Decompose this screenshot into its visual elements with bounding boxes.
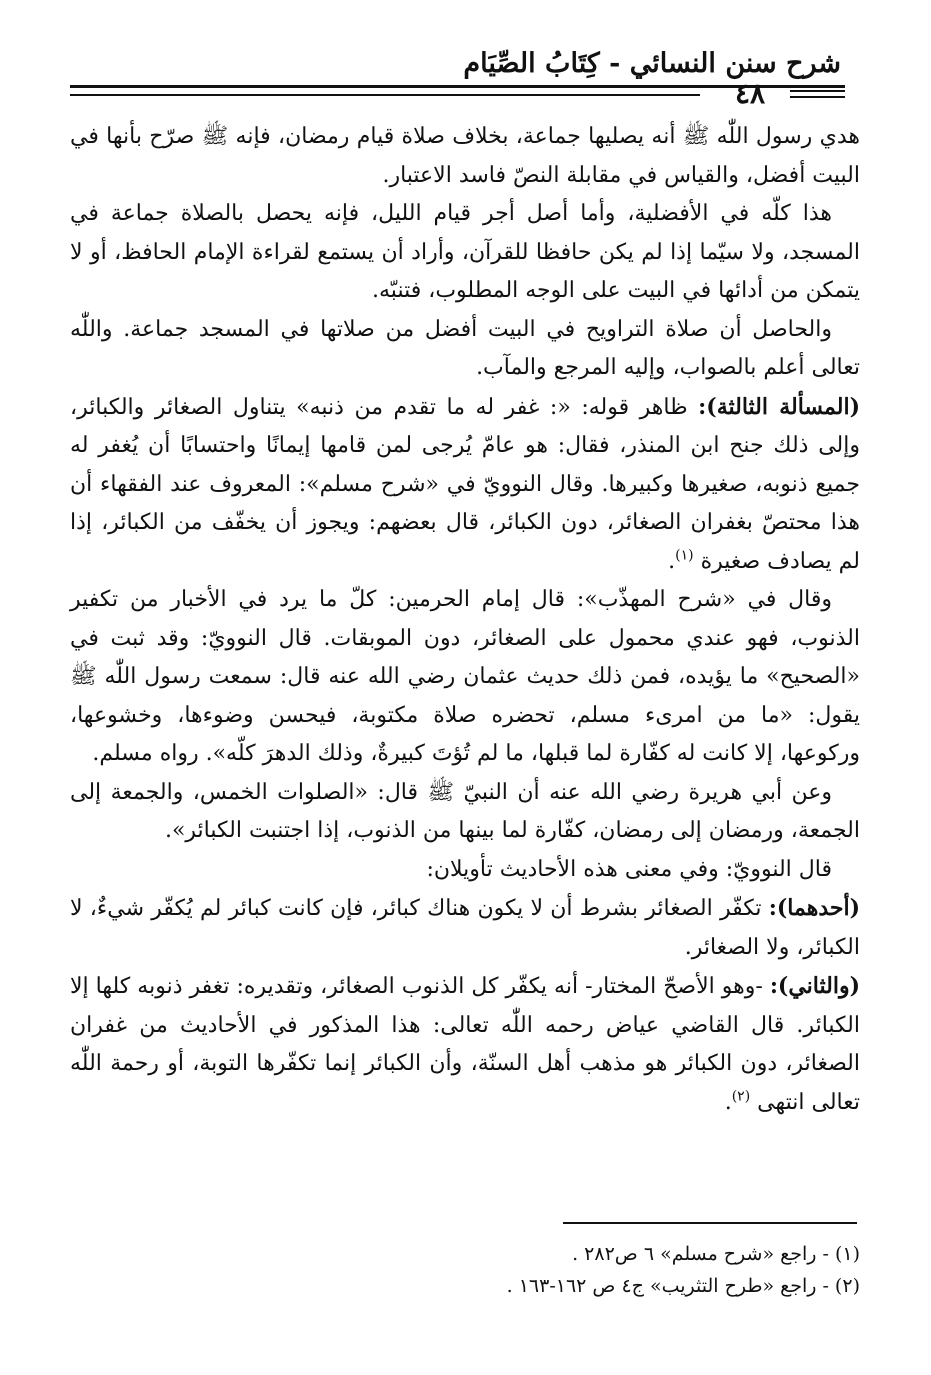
paragraph-4-end: . bbox=[668, 548, 676, 574]
paragraph-2: هذا كلّه في الأفضلية، وأما أصل أجر قيام الليل، فإنه يحصل بالصلاة جماعة في المسجد، ولا سيّما إذا لم يكن حافظا للقرآن، وأراد أن يستمع لقراءة الإمام الحافظ، أو لا يتمكن من أدائها في البيت على الوجه المطلوب، فتنبّه. bbox=[70, 201, 860, 303]
footnote-separator bbox=[563, 1222, 857, 1224]
page-number-rule-bottom bbox=[790, 96, 845, 98]
paragraph-5: وقال في «شرح المهذّب»: قال إمام الحرمين: كلّ ما يرد في الأخبار من تكفير الذنوب، فهو عندي محمول على الصغائر، دون الموبقات. قال النوويّ: وقد ثبت في «الصحيح» ما يؤيده، فمن ذلك حديث عثمان رضي الله عنه قال: سمعت رسول اللّٰه ﷺ يقول: «ما من امرىء مسلم، تحضره صلاة مكتوبة، فيحسن وضوءها، وخشوعها، وركوعها، إلا كانت له كفّارة لما قبلها، ما لم تُؤتَ كبيرةٌ، وذلك الدهرَ كلّه». رواه مسلم. bbox=[70, 587, 860, 766]
paragraph-7: قال النوويّ: وفي معنى هذه الأحاديث تأويلان: bbox=[426, 856, 832, 882]
paragraph-9-text: -وهو الأصحّ المختار- أنه يكفّر كل الذنوب الصغائر، وتقديره: تغفر ذنوبه كلها إلا الكبائر. قال القاضي عياض رحمه اللّٰه تعالى: هذا المذكور في الأحاديث من غفران الصغائر، دون الكبائر هو مذهب أهل السنّة، وأن الكبائر إنما تكفّرها التوبة، أو رحمة اللّٰه تعالى انتهى bbox=[70, 974, 860, 1115]
footnote-1: (١) - راجع «شرح مسلم» ٦ ص٢٨٢ . bbox=[572, 1243, 860, 1265]
paragraph-8-heading: (أحدهما): bbox=[768, 895, 860, 921]
paragraph-8-text: تكفّر الصغائر بشرط أن لا يكون هناك كبائر، فإن كانت كبائر لم يُكفّر شيءٌ، لا الكبائر، ولا الصغائر. bbox=[70, 896, 860, 960]
paragraph-9-end: . bbox=[724, 1089, 732, 1115]
running-header-title: شرح سنن النسائي - كِتَابُ الصِّيَام bbox=[463, 48, 841, 79]
paragraph-4 bbox=[70, 388, 860, 582]
page-number: ٤٨ bbox=[734, 77, 766, 110]
paragraph-9-heading: (والثاني): bbox=[769, 973, 860, 999]
paragraph-1: هدي رسول اللّٰه ﷺ أنه يصليها جماعة، بخلاف صلاة قيام رمضان، فإنه ﷺ صرّح بأنها في البيت أفضل، والقياس في مقابلة النصّ فاسد الاعتبار. bbox=[70, 124, 860, 188]
paragraph-3: والحاصل أن صلاة التراويح في البيت أفضل من صلاتها في المسجد جماعة. واللّٰه تعالى أعلم بالصواب، وإليه المرجع والمآب. bbox=[70, 316, 860, 380]
page-number-rule-top bbox=[790, 90, 845, 92]
footnotes bbox=[300, 1238, 860, 1302]
paragraph-9 bbox=[70, 967, 860, 1122]
header-rule-bottom bbox=[70, 94, 700, 96]
footnote-ref-1[interactable]: (١) bbox=[675, 547, 694, 564]
footnote-2: (٢) - راجع «طرح التثريب» ج٤ ص ١٦٢-١٦٣ . bbox=[506, 1275, 860, 1297]
paragraph-6: وعن أبي هريرة رضي الله عنه أن النبيّ ﷺ قال: «الصلوات الخمس، والجمعة إلى الجمعة، ورمضان إلى رمضان، كفّارة لما بينها من الذنوب، إذا اجتنبت الكبائر». bbox=[70, 779, 860, 843]
paragraph-4-heading: (المسألة الثالثة): bbox=[698, 393, 860, 420]
footnote-ref-2[interactable]: (٢) bbox=[731, 1088, 751, 1105]
paragraph-4-text: ظاهر قوله: «: غفر له ما تقدم من ذنبه» يتناول الصغائر والكبائر، وإلى ذلك جنح ابن المنذر، فقال: هو عامّ يُرجى لمن قامها إيمانًا واحتسابًا أن يُغفر له جميع ذنوبه، صغيرها وكبيرها. وقال النوويّ في «شرح مسلم»: المعروف عند الفقهاء أن هذا محتصّ بغفران الصغائر، دون الكبائر، قال بعضهم: ويجوز أن يخفّف من الكبائر، إذا لم يصادف صغيرة bbox=[70, 394, 861, 574]
paragraph-8 bbox=[70, 889, 860, 967]
main-text bbox=[70, 118, 860, 1122]
